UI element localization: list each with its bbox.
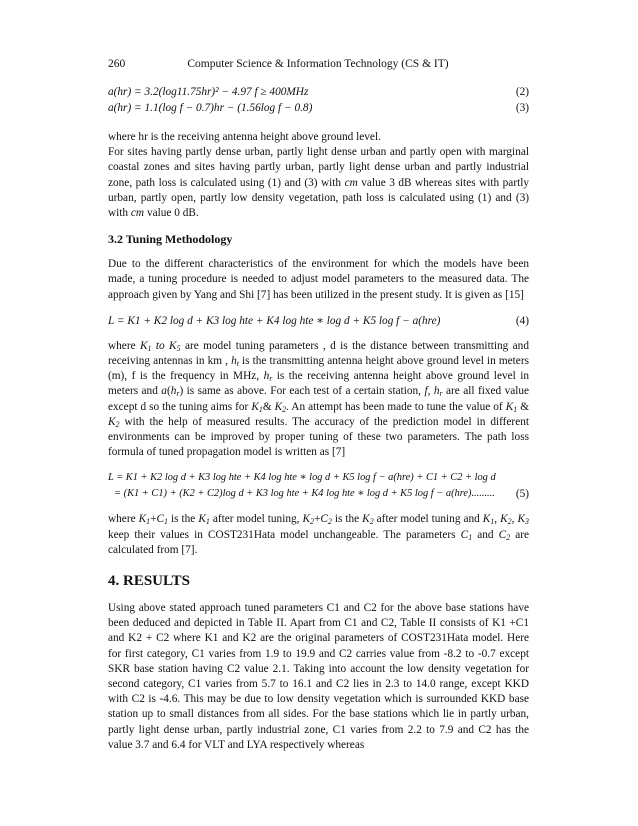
text-fixed-value: are all fixed value except d so the tuning aims for: [108, 385, 530, 413]
text-same-as-above: is same as above. For each test of a certain station,: [186, 385, 422, 398]
equation-2-text: a(hr) = 3.2(log11.75hr)² − 4.97 f ≥ 400MHz: [108, 86, 309, 98]
paragraph-results: Using above stated approach tuned parameters C1 and C2 for the above base stations have been deduced and depicted in Table II. Apart from C1 and C2, Table II consists of K1 +C1 and K2 + C2 where K1 and K2 are the original parameters of COST231Hata model. Here for first category, C1 varies from 1.9 to 19.9 and C2 carries value from -8.2 to -0.7 except SKR base station having C2 value 2.1. Taking into account the low density vegetation for second category, C1 varies from 5.7 to 16.1 and C2 lies in 2.3 to 14.0 range, except KKD with C2 is -4.6. This may be due to low density vegetation which is surrounded KKD base station up to small distances from all sides. For the base stations which lie in partly urban, partly light dense urban, partly industrial zone, C1 varies from 2.2 to 7.9 and C2 has the value 3.7 and 6.4 for VLT and LYA respectively whereas: [108, 602, 529, 751]
text-rx-height: is the receiving antenna height above ground level in meters and: [108, 370, 530, 398]
text-is-the: is the: [170, 513, 196, 526]
text-tx-height: is the transmitting antenna height above ground level in meters (m), f is the frequency in MHz,: [108, 355, 529, 383]
text-calculated: are calculated from [7].: [108, 528, 530, 556]
section-heading-results: 4. RESULTS: [108, 573, 190, 590]
page-number: 260: [108, 58, 126, 70]
equation-5-line2: = (K1 + C1) + (K2 + C2)log d + K3 log hte + K4 log hte ∗ log d + K5 log f − a(hre).........: [114, 488, 495, 500]
text-accuracy: with the help of measured results. The accuracy of the prediction model in different environments can be improved by proper tuning of these two parameters. The path loss formula of tuned propagation model is written as [7]: [108, 415, 529, 459]
text-is-the-2: is the: [334, 513, 360, 526]
text-unchangeable: keep their values in COST231Hata model unchangeable. The parameters: [108, 528, 456, 541]
equation-5-line1: L = K1 + K2 log d + K3 log hte + K4 log hte ∗ log d + K5 log f − a(hre) + C1 + C2 + log d: [108, 472, 496, 484]
text-where-2: where: [108, 513, 136, 526]
text-attempt: . An attempt has been made to tune the value of: [286, 400, 503, 413]
symbol-cm: cm: [344, 176, 358, 189]
section-heading-3-2: 3.2 Tuning Methodology: [108, 232, 233, 247]
equation-3-text: a(hr) = 1.1(log f − 0.7)hr − (1.56log f − 0.8): [108, 102, 313, 114]
paragraph-hr-definition: where hr is the receiving antenna height above ground level.: [108, 131, 381, 143]
equation-2-number: (2): [515, 86, 529, 98]
equation-4: [108, 313, 529, 329]
paragraph-sites: [108, 145, 529, 221]
text-and: and: [477, 528, 494, 541]
text-after-tuning: after model tuning,: [212, 513, 300, 526]
paragraph-sites-a: For sites having partly dense urban, partly light dense urban and partly open with marginal coastal zones and sites having partly urban, partly light dense urban and partly industrial zone, path loss is calculated using (1) and (3) with: [108, 146, 529, 189]
paragraph-sites-b: value 3 dB whereas sites with partly urban, partly open, partly low density vegetation, path loss is calculated using (1) and (3) with: [108, 176, 530, 220]
symbol-cm-2: cm: [130, 207, 145, 220]
paragraph-tuning-intro: Due to the different characteristics of the environment for which the models have been made, a tuning procedure is needed to adjust model parameters to the measured data. The approach given by Yang and Shi [7] has been utilized in the present study. It is given as [15]: [108, 258, 529, 301]
equation-3: [108, 100, 529, 116]
text-where: where: [108, 339, 136, 352]
equation-5: [108, 470, 529, 502]
page-content: [108, 84, 529, 753]
equation-5-number: (5): [515, 488, 529, 501]
equation-4-text: L = K1 + K2 log d + K3 log hte + K4 log hte ∗ log d + K5 log f − a(hre): [108, 314, 441, 327]
equation-4-number: (4): [515, 314, 529, 327]
running-title: Computer Science & Information Technology (CS & IT): [187, 58, 449, 70]
text-after-tuning-2: after model tuning and: [376, 513, 480, 526]
paragraph-sites-c: value 0 dB.: [146, 207, 199, 220]
equation-3-number: (3): [515, 102, 529, 114]
paragraph-tuned-params: where $K_1+C_1$ is the $K_1$ after model tuning, $K_2+C_2$ is the $K_2$ after model tuning and $K_1$, $K_2$, $K_3$ keep their values in COST231Hata model unchangeable. The parameters $C_1$ and $C_2$ are calculated from [7].: [108, 513, 530, 556]
page-header: [108, 58, 528, 74]
text-model-params: are model tuning parameters , d is the distance between transmitting and receiving antennas in km ,: [108, 339, 529, 368]
paragraph-parameters: where $K_1$ to $K_5$ are model tuning parameters , d is the distance between transmitting and receiving antennas in km , $h_t$ is the transmitting antenna height above ground level in meters (m), f is the frequency in MHz, $h_r$ is the receiving antenna height above ground level in meters and $a(h_r)$ is same as above. For each test of a certain station, f, $h_r$ are all fixed value except d so the tuning aims for $K_1\&$ $K_2$. An attempt has been made to tune the value of $K_1$ & $K_2$ with the help of measured results. The accuracy of the prediction model in different environments can be improved by proper tuning of these two parameters. The path loss formula of tuned propagation model is written as [7]: [108, 339, 530, 459]
equation-2: [108, 84, 529, 100]
